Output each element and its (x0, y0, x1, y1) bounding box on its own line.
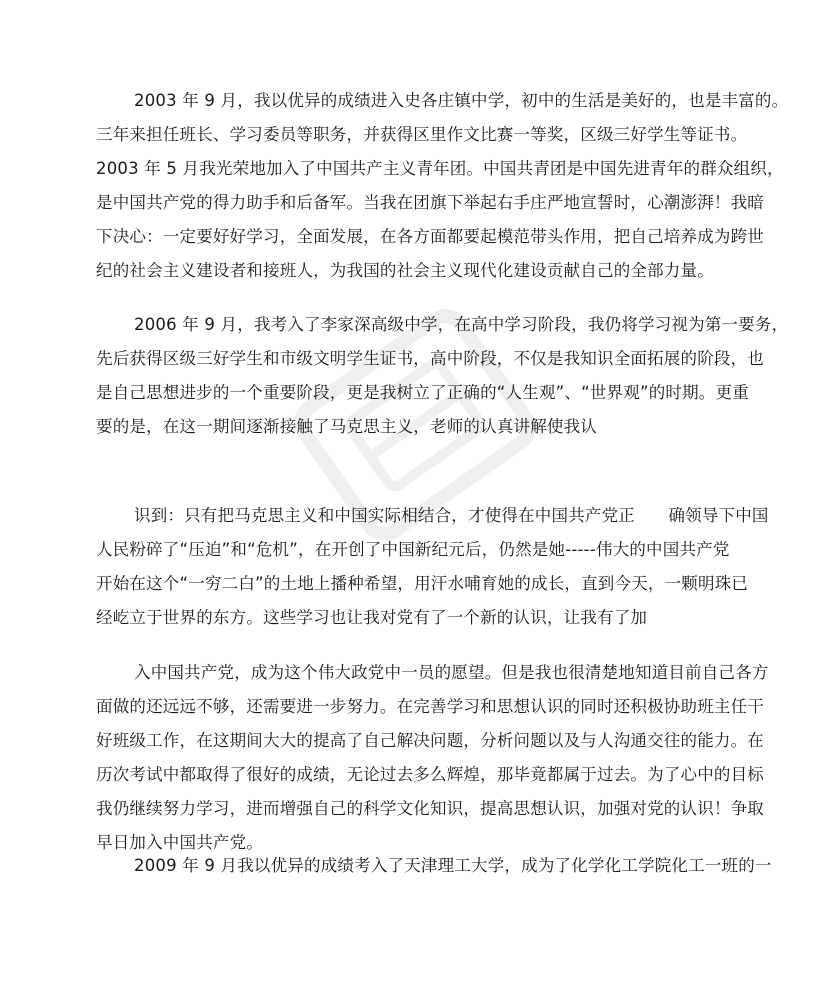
text-line: 早日加入中国共产党。 (96, 833, 263, 852)
text-line: 是中国共产党的得力助手和后备军。当我在团旗下举起右手庄严地宣誓时，心潮澎湃！我暗 (96, 193, 764, 212)
text-line: 2006 年 9 月，我考入了李家深高级中学，在高中学习阶段，我仍将学习视为第一要务， (134, 315, 789, 334)
text-line: 要的是，在这一期间逐渐接触了马克思主义，老师的认真讲解使我认 (96, 417, 597, 436)
text-line: 下决心：一定要好好学习，全面发展，在各方面都要起模范带头作用，把自己培养成为跨世 (96, 227, 764, 246)
text-line: 先后获得区级三好学生和市级文明学生证书，高中阶段，不仅是我知识全面拓展的阶段，也 (96, 349, 764, 368)
text-line: 面做的还远远不够，还需要进一步努力。在完善学习和思想认识的同时还积极协助班主任干 (96, 697, 764, 716)
text-line: 开始在这个“一穷二白”的土地上播种希望，用汗水哺育她的成长，直到今天，一颗明珠已 (96, 574, 749, 593)
paragraph-party-wish (96, 656, 769, 860)
text-line: 入中国共产党，成为这个伟大政党中一员的愿望。但是我也很清楚地知道目前自己各方 (134, 663, 769, 682)
text-line: 2003 年 9 月，我以优异的成绩进入史各庄镇中学，初中的生活是美好的，也是丰富的。 (134, 91, 789, 110)
paragraph-high-school (96, 308, 789, 444)
paragraph-marxism (96, 499, 769, 635)
text-line: 纪的社会主义建设者和接班人，为我国的社会主义现代化建设贡献自己的全部力量。 (96, 261, 714, 280)
paragraph-university (96, 849, 772, 883)
text-line: 2009 年 9 月我以优异的成绩考入了天津理工大学，成为了化学化工学院化工一班的一 (134, 856, 772, 875)
text-line: 是自己思想进步的一个重要阶段，更是我树立了正确的“人生观”、“世界观”的时期。更重 (96, 383, 749, 402)
text-line: 三年来担任班长、学习委员等职务，并获得区里作文比赛一等奖，区级三好学生等证书。 (96, 125, 748, 144)
text-line: 识到：只有把马克思主义和中国实际相结合，才使得在中国共产党正 确领导下中国 (134, 506, 769, 525)
text-line: 2003 年 5 月我光荣地加入了中国共产主义青年团。中国共青团是中国先进青年的群众组织， (96, 159, 784, 178)
text-line: 好班级工作，在这期间大大的提高了自己解决问题，分析问题以及与人沟通交往的能力。在 (96, 731, 764, 750)
text-line: 人民粉碎了“压迫”和“危机”，在开创了中国新纪元后，仍然是她-----伟大的中国共产党 (96, 540, 730, 559)
text-line: 经屹立于世界的东方。这些学习也让我对党有了一个新的认识，让我有了加 (96, 608, 648, 627)
text-line: 我仍继续努力学习，进而增强自己的科学文化知识，提高思想认识，加强对党的认识！争取 (96, 799, 764, 818)
text-line: 历次考试中都取得了很好的成绩，无论过去多么辉煌，那毕竟都属于过去。为了心中的目标 (96, 765, 764, 784)
paragraph-middle-school (96, 84, 789, 288)
